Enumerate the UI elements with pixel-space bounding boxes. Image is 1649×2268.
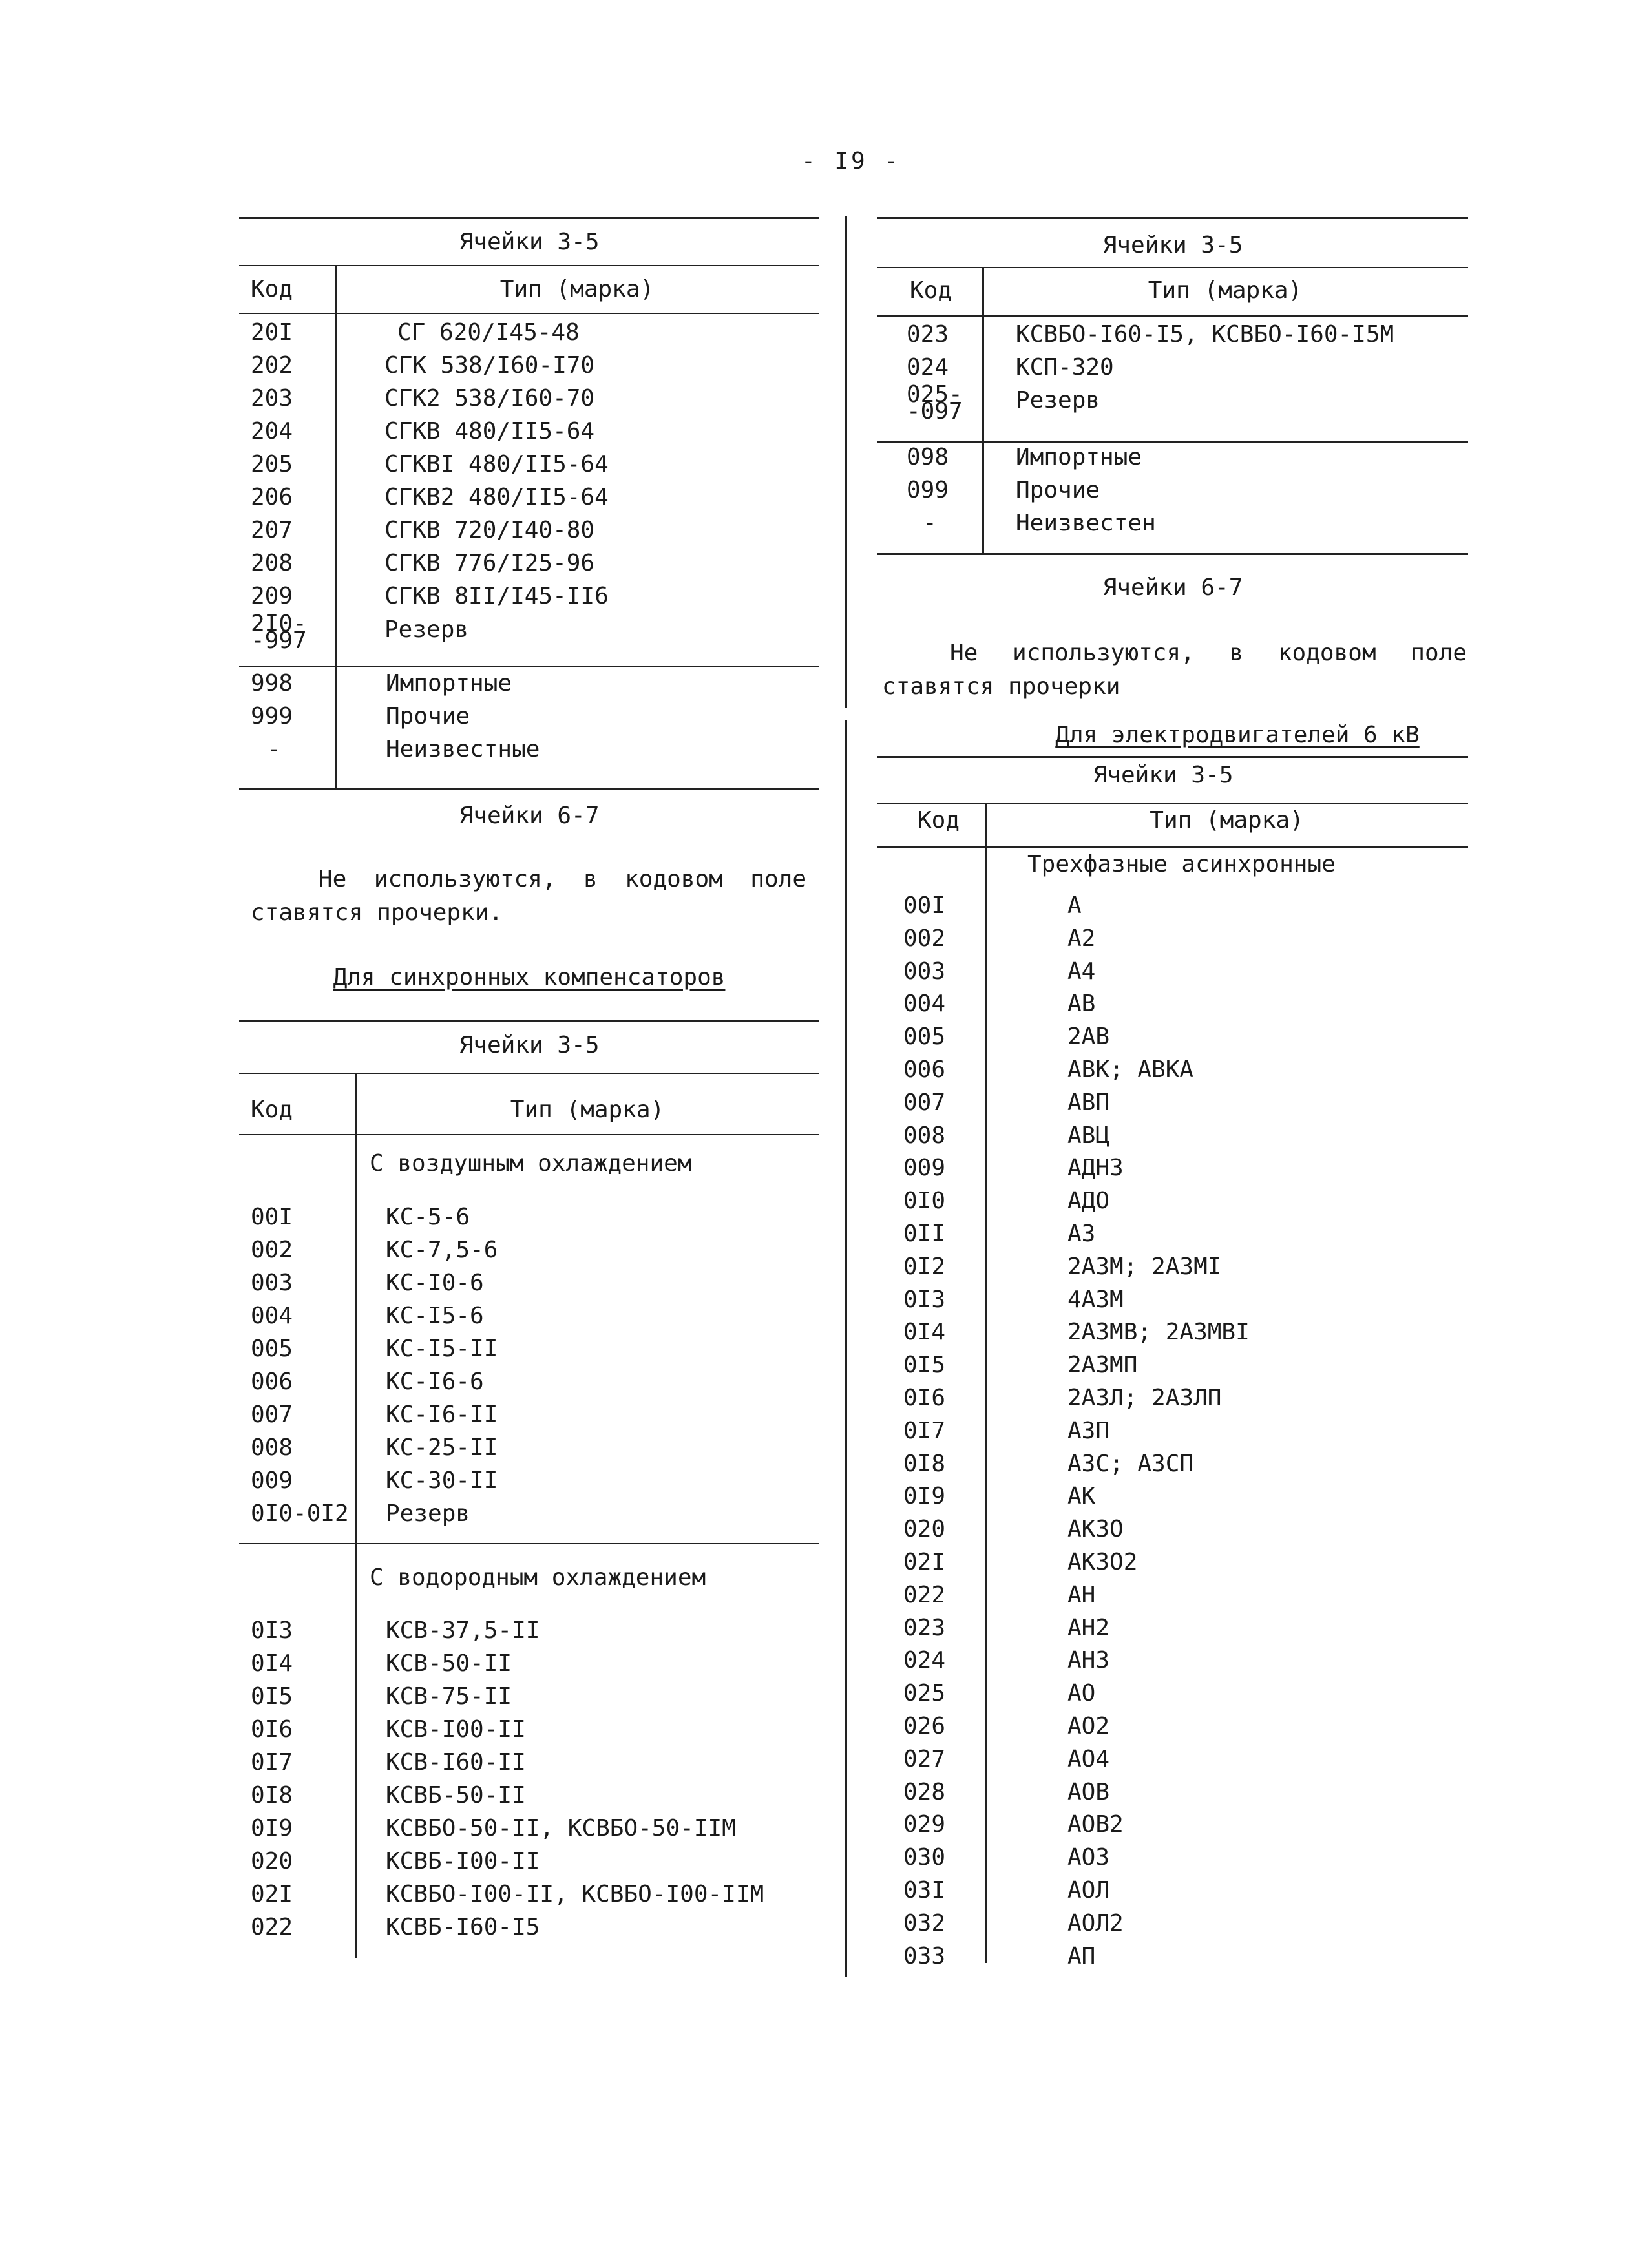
table-cell-type: СГКВ 480/II5-64 xyxy=(384,418,595,445)
table-rule xyxy=(239,313,819,314)
column-divider xyxy=(845,216,847,708)
table-cell-code: 03I xyxy=(903,1877,946,1904)
table-cell-type: КС-25-II xyxy=(386,1434,498,1461)
group-label: Трехфазные асинхронные xyxy=(1027,851,1336,877)
note-paragraph: Не используются, в кодовом поле ставятся прочерки xyxy=(882,640,1467,700)
table-cell-type: СГКВ 8II/I45-II6 xyxy=(384,583,609,609)
table-cell-type: 2АЗМ; 2АЗМI xyxy=(1067,1253,1222,1280)
table-cell-code: 003 xyxy=(251,1270,293,1296)
table-cell-type: КСП-320 xyxy=(1016,354,1114,381)
table-cell-code: 004 xyxy=(903,991,946,1018)
table-cell-code: 0I4 xyxy=(251,1650,293,1677)
table-cell-type: КСВБ-I60-I5 xyxy=(386,1914,540,1940)
table-caption: Ячейки 3-5 xyxy=(459,229,600,255)
table-cell-code: 0I7 xyxy=(251,1749,293,1776)
table-cell-type: КС-I5-6 xyxy=(386,1303,484,1329)
column-header-type: Тип (марка) xyxy=(1150,807,1304,834)
cells-6-7-caption: Ячейки 6-7 xyxy=(459,803,600,829)
table-cell-type: Импортные xyxy=(1016,444,1142,470)
table-cell-code: 020 xyxy=(903,1516,946,1543)
group-label: С водородным охлаждением xyxy=(370,1564,706,1591)
table-cell-type: АДНЗ xyxy=(1067,1155,1124,1182)
table-cell-type: СГКВI 480/II5-64 xyxy=(384,451,609,478)
table-cell-type: АВП xyxy=(1067,1089,1110,1116)
table-rule xyxy=(877,846,1468,848)
table-cell-type: АКЗО xyxy=(1067,1516,1124,1543)
table-cell-type: А xyxy=(1067,892,1082,919)
table-cell-type: АН xyxy=(1067,1581,1096,1608)
table-cell-type: Прочие xyxy=(1016,477,1100,503)
table-cell-type: СГКВ2 480/II5-64 xyxy=(384,484,609,510)
table-cell-code: 0II xyxy=(903,1221,946,1247)
table-cell-code: 203 xyxy=(251,385,293,412)
table-rule xyxy=(877,756,1468,758)
table-cell-code: 022 xyxy=(251,1914,293,1940)
table-cell-type: КСВ-37,5-II xyxy=(386,1617,540,1644)
table-cell-code: 027 xyxy=(903,1745,946,1772)
table-cell-type: Резерв xyxy=(386,1500,470,1527)
cells-6-7-caption: Ячейки 6-7 xyxy=(1102,574,1243,601)
table-rule xyxy=(239,666,819,667)
table-cell-code: 02I xyxy=(251,1881,293,1907)
table-cell-code: 008 xyxy=(903,1122,946,1149)
table-cell-type: АО4 xyxy=(1067,1745,1110,1772)
table-rule xyxy=(239,1020,819,1022)
table-caption: Ячейки 3-5 xyxy=(1093,762,1234,788)
table-cell-code: 0I8 xyxy=(251,1782,293,1809)
table-cell-code: 002 xyxy=(903,925,946,952)
column-header-code: Код xyxy=(910,277,952,304)
table-cell-type: КСВ-I00-II xyxy=(386,1716,526,1743)
table-cell-type: АНЗ xyxy=(1067,1647,1110,1674)
table-cell-code: 008 xyxy=(251,1434,293,1461)
table-cell-type: АОЛ2 xyxy=(1067,1909,1124,1937)
table-cell-type: КСВ-50-II xyxy=(386,1650,512,1677)
table-cell-type: КС-I5-II xyxy=(386,1336,498,1362)
table-rule xyxy=(239,1134,819,1135)
table-cell-type: 2АЗМВ; 2АЗМВI xyxy=(1067,1319,1250,1346)
table-cell-type: АОВ xyxy=(1067,1778,1110,1805)
table-cell-code: 005 xyxy=(251,1336,293,1362)
table-cell-type: КСВБ-50-II xyxy=(386,1782,526,1809)
table-cell-code: 023 xyxy=(903,1614,946,1641)
table-cell-type: АО xyxy=(1067,1680,1096,1707)
table-cell-code: 0I8 xyxy=(903,1450,946,1477)
table-cell-type: АОЛ xyxy=(1067,1877,1110,1904)
table-rule xyxy=(877,315,1468,317)
column-header-type: Тип (марка) xyxy=(1148,277,1303,304)
table-caption: Ячейки 3-5 xyxy=(1102,232,1243,258)
table-cell-code: - xyxy=(923,510,937,536)
table-cell-code: 999 xyxy=(251,703,293,730)
table-cell-type: СГ 620/I45-48 xyxy=(397,319,580,346)
table-cell-code: 007 xyxy=(251,1402,293,1428)
table-cell-code: 006 xyxy=(903,1056,946,1083)
table-rule xyxy=(239,265,819,266)
table-cell-type: 4АЗМ xyxy=(1067,1286,1124,1313)
table-cell-type: КСВ-I60-II xyxy=(386,1749,526,1776)
table-cell-type: СГКВ 776/I25-96 xyxy=(384,550,595,576)
table-cell-code: 030 xyxy=(903,1844,946,1871)
table-cell-type: АВК; АВКА xyxy=(1067,1056,1194,1083)
table-cell-type: КС-I6-II xyxy=(386,1402,498,1428)
table-cell-code: 025 xyxy=(903,1680,946,1707)
table-column-rule xyxy=(355,1073,357,1958)
table-cell-type: АОЗ xyxy=(1067,1844,1110,1871)
table-cell-type: АН2 xyxy=(1067,1614,1110,1641)
table-cell-code: 00I xyxy=(903,892,946,919)
table-cell-code: 098 xyxy=(907,444,949,470)
table-cell-type: 2АЗЛ; 2АЗЛП xyxy=(1067,1385,1222,1411)
table-cell-code: 002 xyxy=(251,1237,293,1263)
table-cell-type: АКЗО2 xyxy=(1067,1549,1138,1575)
table-cell-code: 004 xyxy=(251,1303,293,1329)
section-title: Для электродвигателей 6 кВ xyxy=(1055,722,1420,748)
table-cell-type: Неизвестные xyxy=(386,736,540,762)
table-rule xyxy=(239,788,819,790)
table-cell-code: 209 xyxy=(251,583,293,609)
group-label: С воздушным охлаждением xyxy=(370,1150,692,1177)
table-rule xyxy=(877,267,1468,268)
table-cell-code: 0I3 xyxy=(251,1617,293,1644)
table-rule xyxy=(877,217,1468,219)
table-cell-code: 005 xyxy=(903,1024,946,1051)
table-cell-code: 006 xyxy=(251,1369,293,1395)
table-cell-type: АОВ2 xyxy=(1067,1811,1124,1838)
table-cell-code: 007 xyxy=(903,1089,946,1116)
table-cell-code: 009 xyxy=(251,1467,293,1494)
column-header-type: Тип (марка) xyxy=(499,276,655,302)
table-cell-type: Резерв xyxy=(384,616,469,643)
column-header-type: Тип (марка) xyxy=(510,1097,665,1123)
table-cell-code: 0I0-0I2 xyxy=(251,1500,349,1527)
table-cell-type: КС-7,5-6 xyxy=(386,1237,498,1263)
table-cell-type: 2АВ xyxy=(1067,1024,1110,1051)
table-column-rule xyxy=(982,267,984,553)
table-cell-code: 0I3 xyxy=(903,1286,946,1313)
table-cell-code: 0I5 xyxy=(903,1352,946,1379)
table-cell-type: АК xyxy=(1067,1483,1096,1510)
table-cell-code: 0I2 xyxy=(903,1253,946,1280)
table-cell-code: 207 xyxy=(251,517,293,543)
table-cell-code: 003 xyxy=(903,958,946,985)
table-cell-type: Резерв xyxy=(1016,387,1100,414)
table-cell-code: 204 xyxy=(251,418,293,445)
table-cell-code: 205 xyxy=(251,451,293,478)
table-cell-type: 2АЗМП xyxy=(1067,1352,1138,1379)
table-cell-type: АО2 xyxy=(1067,1713,1110,1739)
table-cell-type: АВЦ xyxy=(1067,1122,1110,1149)
table-cell-code: 0I5 xyxy=(251,1683,293,1710)
table-cell-code: 02I xyxy=(903,1549,946,1575)
table-cell-code: 0I0 xyxy=(903,1188,946,1215)
table-cell-code: 2I0- -997 xyxy=(251,611,307,654)
table-column-rule xyxy=(985,803,987,1963)
table-cell-code: 20I xyxy=(251,319,293,346)
table-cell-code: 032 xyxy=(903,1909,946,1937)
table-cell-code: 024 xyxy=(907,354,949,381)
table-cell-type: АЗП xyxy=(1067,1417,1110,1444)
table-cell-code: 0I6 xyxy=(251,1716,293,1743)
table-rule xyxy=(239,1073,819,1074)
table-cell-code: 998 xyxy=(251,670,293,697)
table-rule xyxy=(877,553,1468,555)
page-number: - I9 - xyxy=(801,148,901,174)
table-cell-code: 026 xyxy=(903,1713,946,1739)
table-cell-code: 029 xyxy=(903,1811,946,1838)
table-cell-code: 033 xyxy=(903,1942,946,1969)
table-cell-code: 0I9 xyxy=(251,1815,293,1842)
table-cell-type: СГК 538/I60-I70 xyxy=(384,352,595,379)
table-caption: Ячейки 3-5 xyxy=(459,1032,600,1058)
table-cell-type: Импортные xyxy=(386,670,512,697)
table-cell-type: КСВБО-I60-I5, КСВБО-I60-I5М xyxy=(1016,321,1394,348)
column-header-code: Код xyxy=(251,276,293,302)
table-cell-type: А2 xyxy=(1067,925,1096,952)
table-cell-type: АВ xyxy=(1067,991,1096,1018)
table-cell-code: - xyxy=(267,736,281,762)
table-cell-type: КСВБО-50-II, КСВБО-50-IIМ xyxy=(386,1815,736,1842)
table-cell-code: 028 xyxy=(903,1778,946,1805)
table-cell-type: КСВ-75-II xyxy=(386,1683,512,1710)
table-cell-type: КС-30-II xyxy=(386,1467,498,1494)
section-title: Для синхронных компенсаторов xyxy=(333,964,726,991)
table-rule xyxy=(877,803,1468,804)
table-cell-code: 202 xyxy=(251,352,293,379)
table-cell-type: СГК2 538/I60-70 xyxy=(384,385,595,412)
table-cell-type: КСВБО-I00-II, КСВБО-I00-IIМ xyxy=(386,1881,764,1907)
table-cell-type: АЗС; АЗСП xyxy=(1067,1450,1194,1477)
table-cell-type: Неизвестен xyxy=(1016,510,1156,536)
table-cell-code: 0I6 xyxy=(903,1385,946,1411)
table-cell-code: 0I4 xyxy=(903,1319,946,1346)
table-cell-type: КС-I6-6 xyxy=(386,1369,484,1395)
column-divider xyxy=(845,720,847,1977)
table-cell-code: 0I9 xyxy=(903,1483,946,1510)
table-cell-type: А4 xyxy=(1067,958,1096,985)
table-cell-type: Прочие xyxy=(386,703,470,730)
table-column-rule xyxy=(335,265,337,788)
table-rule xyxy=(239,217,819,219)
table-cell-code: 024 xyxy=(903,1647,946,1674)
column-header-code: Код xyxy=(918,807,960,834)
table-cell-code: 023 xyxy=(907,321,949,348)
column-header-code: Код xyxy=(251,1097,293,1123)
table-cell-type: АП xyxy=(1067,1942,1096,1969)
table-cell-type: СГКВ 720/I40-80 xyxy=(384,517,595,543)
table-cell-code: 0I7 xyxy=(903,1417,946,1444)
table-cell-code: 022 xyxy=(903,1581,946,1608)
table-cell-code: 020 xyxy=(251,1848,293,1874)
table-cell-type: АЗ xyxy=(1067,1221,1096,1247)
table-cell-type: КС-I0-6 xyxy=(386,1270,484,1296)
table-cell-code: 208 xyxy=(251,550,293,576)
table-cell-code: 025- -097 xyxy=(907,381,963,425)
table-cell-code: 099 xyxy=(907,477,949,503)
table-cell-type: КСВБ-I00-II xyxy=(386,1848,540,1874)
table-rule xyxy=(877,441,1468,443)
note-paragraph: Не используются, в кодовом поле ставятся прочерки. xyxy=(251,866,806,926)
table-cell-code: 206 xyxy=(251,484,293,510)
table-cell-type: АДО xyxy=(1067,1188,1110,1215)
table-cell-code: 00I xyxy=(251,1204,293,1230)
table-rule xyxy=(239,1543,819,1544)
table-cell-code: 009 xyxy=(903,1155,946,1182)
table-cell-type: КС-5-6 xyxy=(386,1204,470,1230)
